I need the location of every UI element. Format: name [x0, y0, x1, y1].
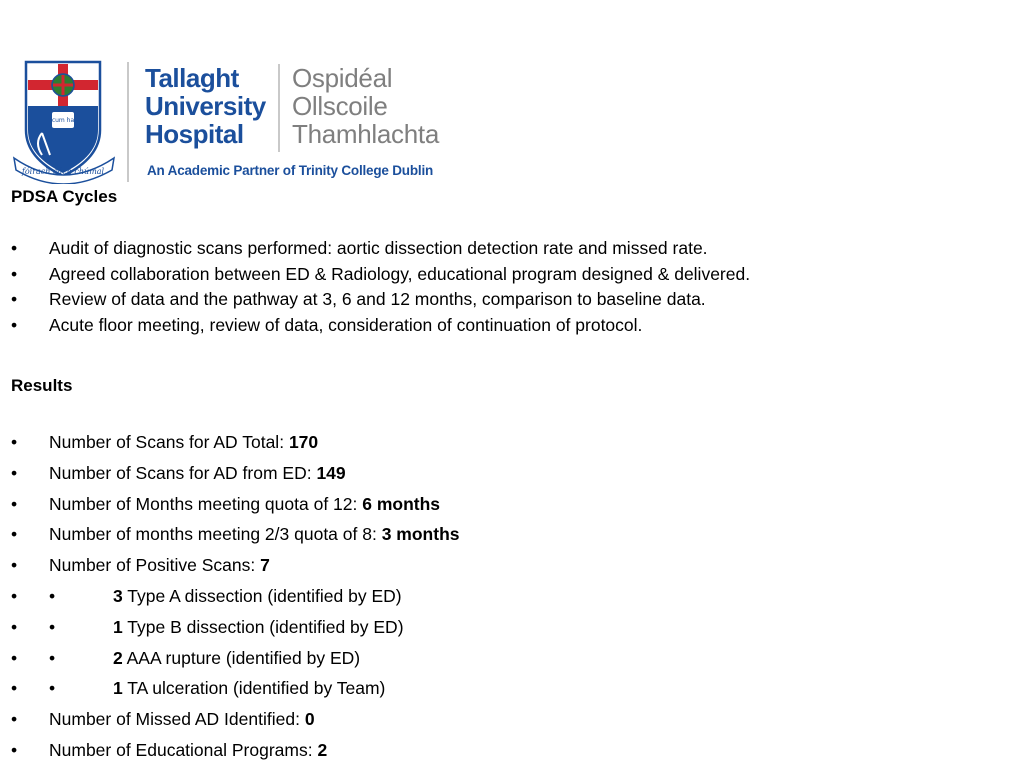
hospital-name-english: Tallaght University Hospital — [145, 63, 266, 149]
list-item: • Number of Scans for AD Total: 170 — [11, 432, 319, 452]
pdsa-heading: PDSA Cycles — [11, 187, 118, 206]
list-item: • Number of Missed AD Identified: 0 — [11, 709, 315, 730]
list-item: • Number of Scans for AD from ED: 149 — [11, 462, 346, 483]
crest-motto: fóirach cách chúmal — [21, 167, 105, 176]
hospital-logo — [12, 58, 442, 186]
result-value: 3 — [113, 585, 123, 606]
result-value: 7 — [260, 555, 270, 576]
result-value: 170 — [288, 432, 319, 452]
pdsa-list — [11, 236, 750, 338]
list-item: • • 2 AAA rupture (identified by ED) — [11, 647, 361, 668]
result-value: 0 — [304, 709, 315, 730]
result-value: 2 — [113, 647, 123, 668]
crest-book-text: cum ha — [51, 117, 75, 124]
results-heading: Results — [11, 376, 73, 395]
list-item: • Audit of diagnostic scans performed: aortic dissection detection rate and missed rate. — [11, 238, 708, 258]
result-value: 3 months — [381, 524, 460, 545]
list-item: • Number of Educational Programs: 2 — [11, 739, 328, 760]
hospital-crest-icon — [12, 58, 116, 184]
partner-tagline: An Academic Partner of Trinity College Dublin — [147, 163, 434, 178]
list-item: • Agreed collaboration between ED & Radiology, educational program designed & delivered. — [11, 263, 751, 284]
list-item: • • 3 Type A dissection (identified by ED) — [11, 585, 402, 606]
list-item: • Number of Positive Scans: 7 — [11, 555, 270, 576]
list-item: • Number of Months meeting quota of 12: 6 months — [11, 493, 441, 514]
list-item: • • 1 Type B dissection (identified by ED) — [11, 616, 404, 637]
result-value: 1 — [113, 678, 123, 699]
results-list — [11, 427, 460, 766]
result-value: 149 — [316, 462, 346, 483]
list-item: • • 1 TA ulceration (identified by Team) — [11, 678, 386, 699]
result-value: 6 months — [362, 493, 441, 514]
hospital-name-irish: Ospidéal Ollscoile Thamhlachta — [292, 63, 439, 149]
list-item: • Acute floor meeting, review of data, consideration of continuation of protocol. — [11, 314, 643, 335]
list-item: • Number of months meeting 2/3 quota of 8: 3 months — [11, 524, 460, 545]
result-value: 1 — [113, 616, 123, 637]
result-value: 2 — [317, 739, 328, 760]
logo-divider — [278, 64, 280, 152]
logo-divider — [127, 62, 129, 182]
list-item: • Review of data and the pathway at 3, 6 and 12 months, comparison to baseline data. — [11, 289, 706, 309]
